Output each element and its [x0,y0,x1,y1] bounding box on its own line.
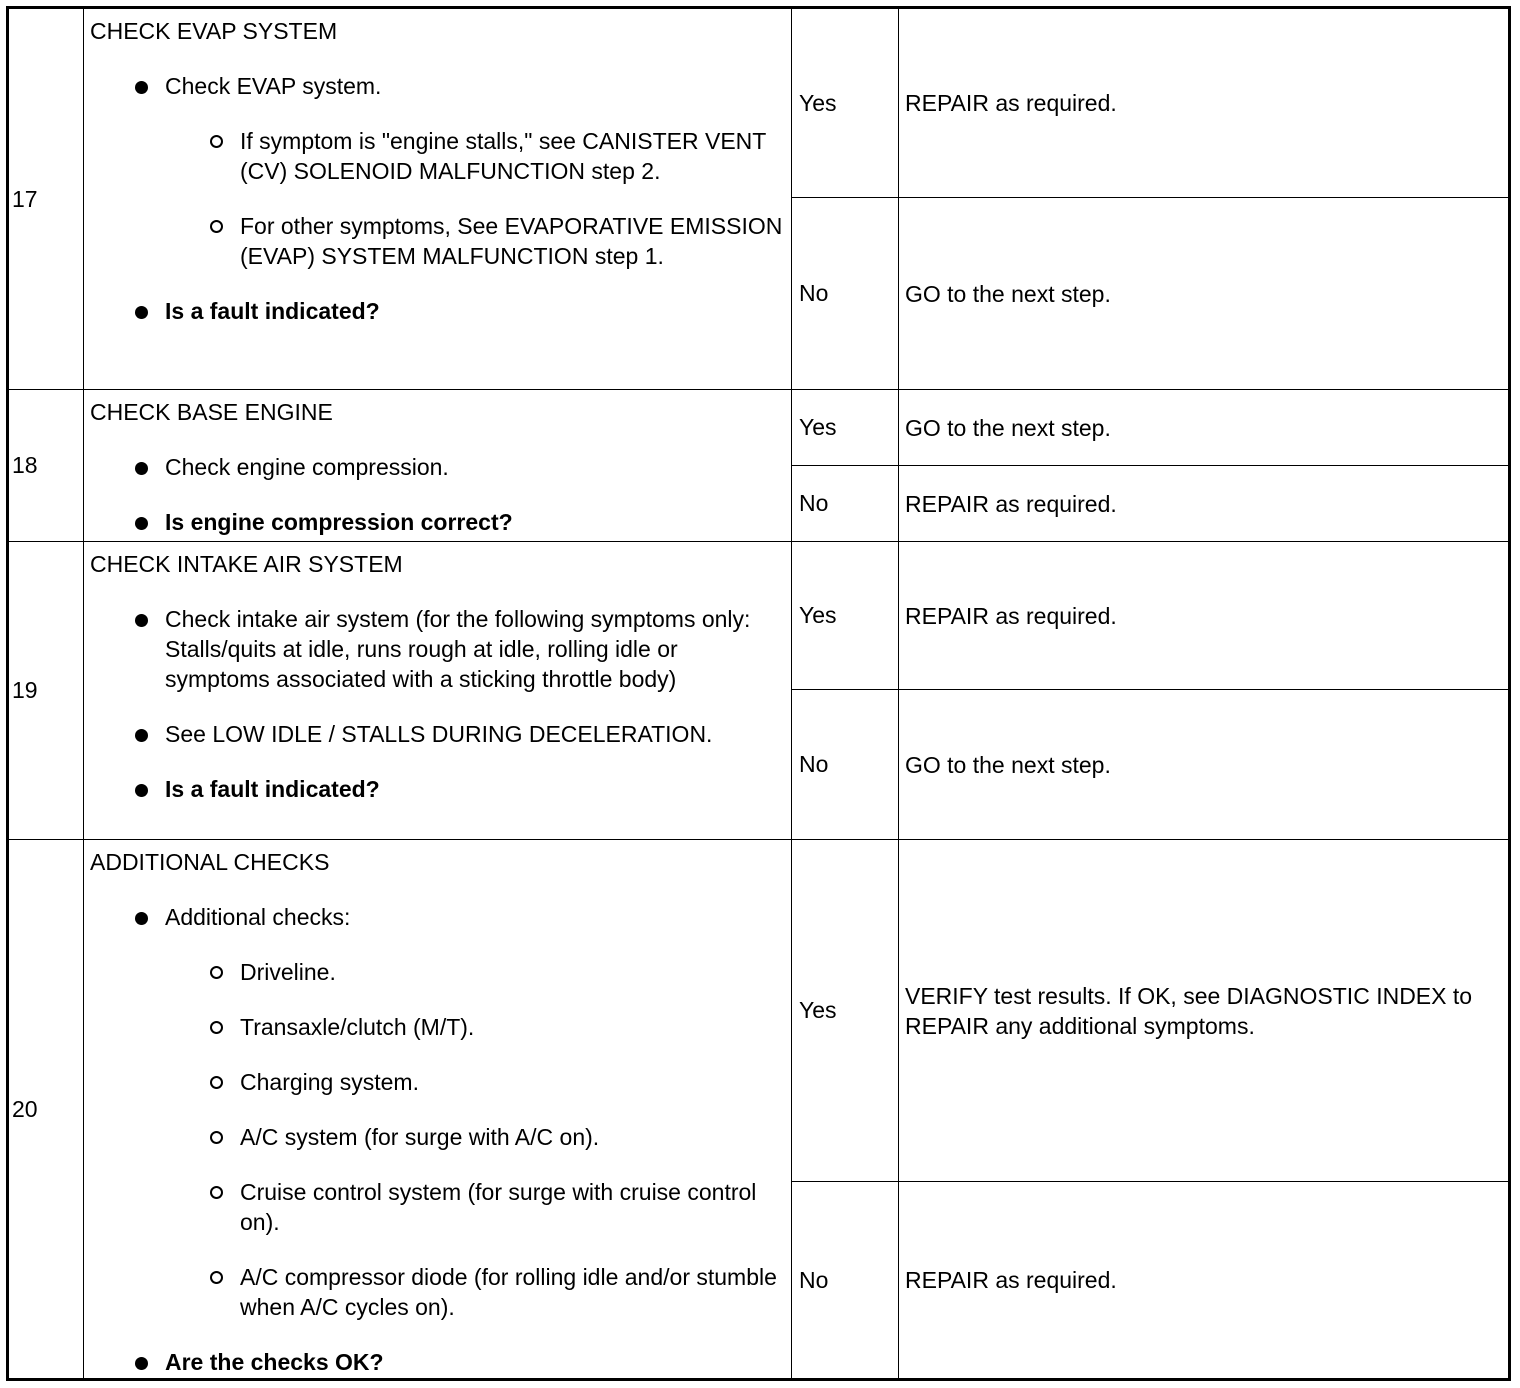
step-heading: CHECK EVAP SYSTEM [90,18,338,44]
bullet-item [90,902,785,1322]
step-instructions [84,542,792,840]
result-yes: Yes [792,390,899,466]
step-question: Is a fault indicated? [90,296,785,326]
bullet-list [90,902,785,1377]
step-number: 19 [8,542,84,840]
step-instructions [84,840,792,1380]
step-17-yes-row [8,8,1510,198]
sub-bullet-item: Cruise control system (for surge with cruise control on). [165,1177,785,1237]
step-20-yes-row [8,840,1510,1182]
step-question: Are the checks OK? [90,1347,785,1377]
action-no: GO to the next step. [899,690,1510,840]
diagnostic-table [6,6,1511,1381]
step-question: Is a fault indicated? [90,774,785,804]
step-heading: CHECK BASE ENGINE [90,399,333,425]
step-heading: ADDITIONAL CHECKS [90,849,330,875]
bullet-text: Additional checks: [165,904,351,930]
sub-bullet-item: For other symptoms, See EVAPORATIVE EMISSION (EVAP) SYSTEM MALFUNCTION step 1. [165,211,785,271]
bullet-list [90,604,785,804]
step-19-yes-row [8,542,1510,690]
result-yes: Yes [792,8,899,198]
action-yes: VERIFY test results. If OK, see DIAGNOSTIC INDEX to REPAIR any additional symptoms. [899,840,1510,1182]
bullet-list [90,71,785,326]
bullet-item [90,71,785,271]
step-question: Is engine compression correct? [90,507,785,537]
action-no: REPAIR as required. [899,466,1510,542]
sub-bullet-item: A/C compressor diode (for rolling idle and/or stumble when A/C cycles on). [165,1262,785,1322]
bullet-item: Check intake air system (for the following symptoms only: Stalls/quits at idle, runs rough at idle, rolling idle or symptoms associated with a sticking throttle body) [90,604,785,694]
bullet-item: Check engine compression. [90,452,785,482]
result-yes: Yes [792,542,899,690]
sub-bullet-item: Charging system. [165,1067,785,1097]
step-18-yes-row [8,390,1510,466]
action-no: REPAIR as required. [899,1182,1510,1380]
action-no: GO to the next step. [899,198,1510,390]
result-no: No [792,1182,899,1380]
step-instructions [84,390,792,542]
result-yes: Yes [792,840,899,1182]
action-yes: REPAIR as required. [899,542,1510,690]
sub-bullet-item: Driveline. [165,957,785,987]
result-no: No [792,466,899,542]
result-no: No [792,198,899,390]
step-heading: CHECK INTAKE AIR SYSTEM [90,551,403,577]
sub-bullet-list [165,126,785,271]
action-yes: REPAIR as required. [899,8,1510,198]
bullet-list [90,452,785,537]
result-no: No [792,690,899,840]
bullet-item: See LOW IDLE / STALLS DURING DECELERATION. [90,719,785,749]
sub-bullet-item: Transaxle/clutch (M/T). [165,1012,785,1042]
step-instructions [84,8,792,390]
sub-bullet-item: If symptom is "engine stalls," see CANISTER VENT (CV) SOLENOID MALFUNCTION step 2. [165,126,785,186]
step-number: 17 [8,8,84,390]
bullet-text: Check EVAP system. [165,73,382,99]
sub-bullet-list [165,957,785,1322]
step-number: 18 [8,390,84,542]
step-number: 20 [8,840,84,1380]
action-yes: GO to the next step. [899,390,1510,466]
sub-bullet-item: A/C system (for surge with A/C on). [165,1122,785,1152]
